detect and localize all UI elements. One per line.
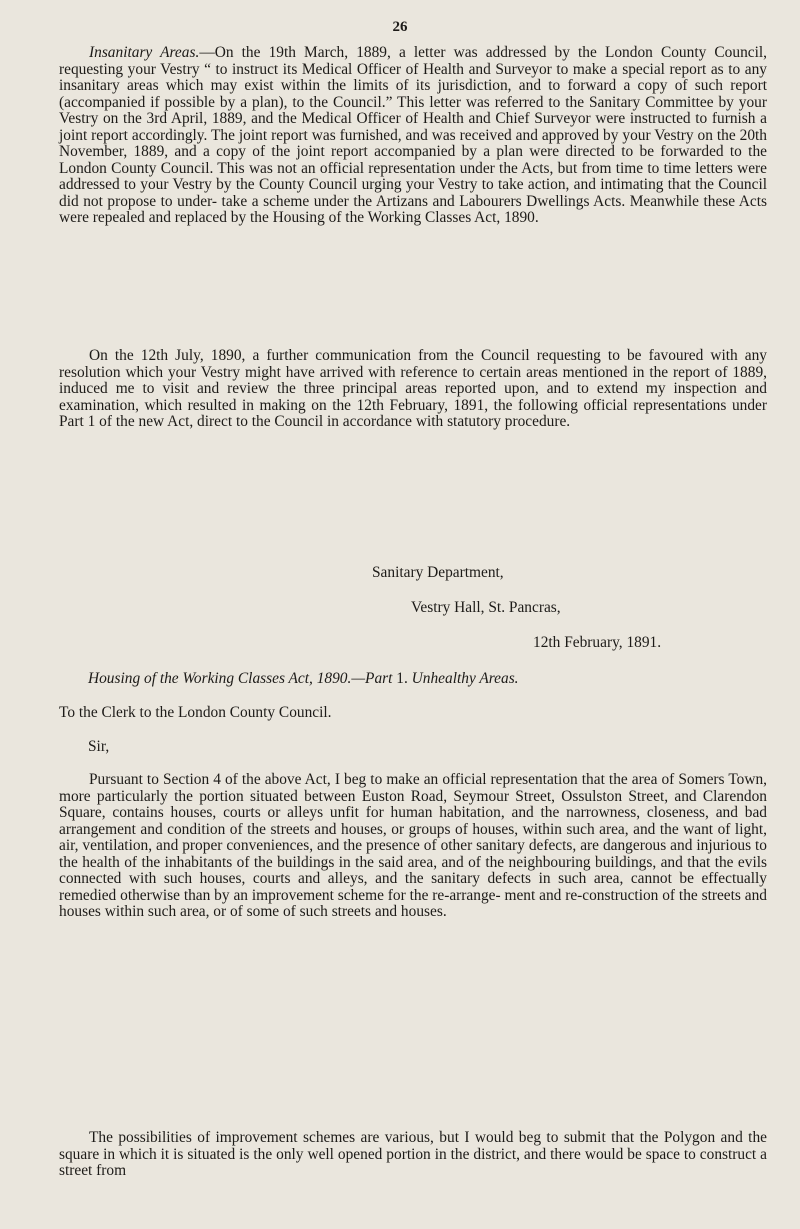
paragraph-insanitary-areas — [59, 45, 767, 227]
letter-date: 12th February, 1891. — [533, 634, 662, 651]
act-part-number: 1. — [396, 670, 408, 687]
paragraph-text: —On the 19th March, 1889, a letter was addressed by the London County Council, requesting your Vestry “ to instruct its Medical Officer of Health and Surveyor to make a special report as to any insanitary areas which may exist within the limits of its jurisdiction, and to forward a copy of such report (accompanied if possible by a plan), to the Council.” This letter was referred to the Sanitary Committee by your Vestry on the 3rd April, 1889, and the Medical Officer of Health and Chief Surveyor were instructed to furnish a joint report accordingly. The joint report was furnished, and was received and approved by your Vestry on the 20th November, 1889, and a copy of the joint report accompanied by a plan were directed to be forwarded to the London County Council. This was not an official representation under the Acts, but from time to time letters were addressed to your Vestry by the County Council urging your Vestry to take action, and intimating that the Council did not propose to under- take a scheme under the Artizans and Labourers Dwellings Acts. Meanwhile these Acts were repealed and replaced by the Housing of the Working Classes Act, 1890. — [59, 44, 767, 226]
letter-addressee: To the Clerk to the London County Council. — [59, 704, 332, 721]
letter-salutation: Sir, — [88, 738, 110, 755]
act-title: Housing of the Working Classes Act, 1890.—Part — [88, 670, 393, 687]
letter-address: Vestry Hall, St. Pancras, — [411, 599, 561, 616]
letter-body-representation: Pursuant to Section 4 of the above Act, I beg to make an official representation that the area of Somers Town, more particularly the portion situated between Euston Road, Seymour Street, Ossulston Street, and Clarendon Square, contains houses, courts or alleys unfit for human habitation, and the narrowness, closeness, and bad arrangement and condition of the streets and houses, or groups of houses, within such area, and the want of light, air, ventilation, and proper conveniences, and the presence of other sanitary defects, are dangerous and injurious to the health of the inhabitants of the buildings in the said area, and of the neighbouring buildings, and that the evils connected with such houses, courts and alleys, and the sanitary defects in such area, cannot be effectually remedied otherwise than by an improvement scheme for the re-arrange- ment and re-construction of the streets and houses within such area, or of some of such streets and houses. — [59, 771, 767, 920]
section-heading: Insanitary Areas. — [89, 44, 200, 61]
act-heading — [88, 670, 519, 688]
paragraph-further-communication: On the 12th July, 1890, a further communication from the Council requesting to be favoured with any resolution which your Vestry might have arrived with reference to certain areas mentioned in the report of 1889, induced me to visit and review the three principal areas reported upon, and to extend my inspection and examination, which resulted in making on the 12th February, 1891, the following official representations under Part 1 of the new Act, direct to the Council in accordance with statutory procedure. — [59, 347, 767, 430]
page-number: 26 — [392, 19, 408, 35]
letter-department: Sanitary Department, — [372, 564, 504, 581]
act-area-title: Unhealthy Areas. — [411, 670, 519, 687]
letter-body-improvement: The possibilities of improvement schemes are various, but I would beg to submit that the Polygon and the square in which it is situated is the only well opened portion in the district, and there would be space to construct a street from — [59, 1129, 767, 1179]
